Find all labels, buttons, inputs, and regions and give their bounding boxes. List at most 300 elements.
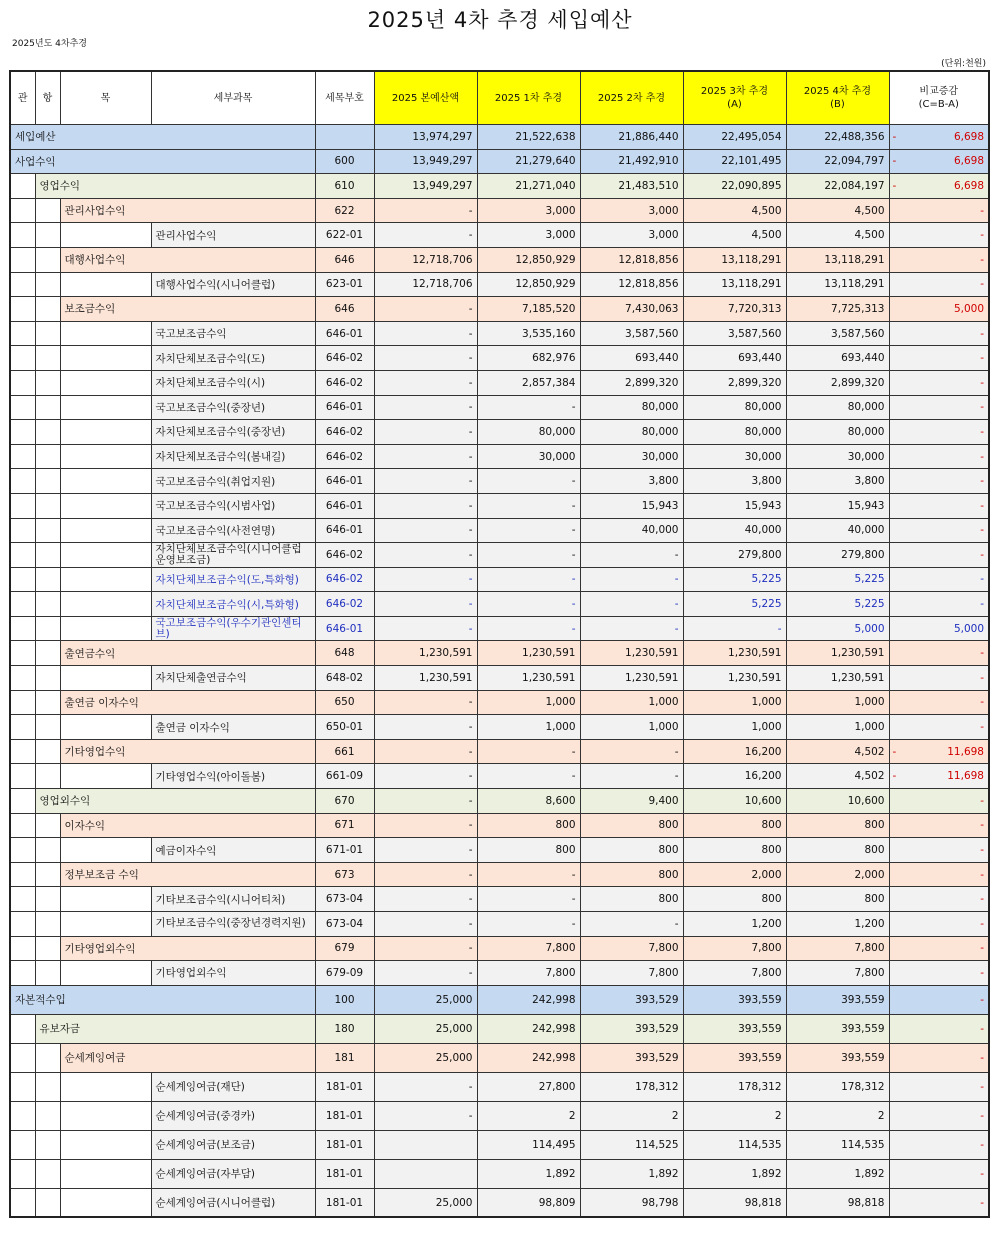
row-label: 국고보조금수익: [151, 321, 315, 346]
row-value: -: [374, 444, 477, 469]
indent-cell: [10, 838, 35, 863]
row-value: 7,800: [580, 961, 683, 986]
row-value: 242,998: [477, 1043, 580, 1072]
indent-cell: [10, 272, 35, 297]
row-value: [374, 1130, 477, 1159]
row-diff: [889, 272, 989, 297]
indent-cell: [60, 666, 151, 691]
row-value: 3,587,560: [580, 321, 683, 346]
row-value: 10,600: [786, 789, 889, 814]
row-label: 영업외수익: [35, 789, 315, 814]
row-value: 80,000: [683, 395, 786, 420]
row-value: 393,559: [786, 1043, 889, 1072]
row-code: 181: [315, 1043, 374, 1072]
indent-cell: [60, 715, 151, 740]
row-value: 7,725,313: [786, 297, 889, 322]
row-value: 7,800: [786, 961, 889, 986]
row-code: 673: [315, 862, 374, 887]
row-code: [315, 125, 374, 150]
row-value: 40,000: [786, 518, 889, 543]
table-body: [10, 125, 989, 1218]
row-value: 114,535: [683, 1130, 786, 1159]
row-diff: [889, 223, 989, 248]
indent-cell: [10, 346, 35, 371]
indent-cell: [35, 764, 60, 789]
row-value: -: [374, 370, 477, 395]
diff-value: -: [980, 598, 984, 611]
indent-cell: [10, 1159, 35, 1188]
row-diff: [889, 543, 989, 568]
table-row: [10, 346, 989, 371]
row-value: -: [374, 838, 477, 863]
row-label: 보조금수익: [60, 297, 315, 322]
row-value: -: [477, 543, 580, 568]
row-value: 1,000: [477, 715, 580, 740]
row-value: 12,850,929: [477, 272, 580, 297]
indent-cell: [35, 420, 60, 445]
row-code: 646-01: [315, 395, 374, 420]
table-row: [10, 125, 989, 150]
negative-sign: -: [892, 770, 897, 783]
row-value: -: [477, 616, 580, 641]
row-code: 646-02: [315, 346, 374, 371]
row-value: 21,279,640: [477, 149, 580, 174]
row-diff: [889, 567, 989, 592]
row-value: -: [477, 912, 580, 937]
row-value: -: [374, 887, 477, 912]
indent-cell: [35, 1188, 60, 1217]
row-code: 622-01: [315, 223, 374, 248]
row-label: 국고보조금수익(취업지원): [151, 469, 315, 494]
row-label: 세입예산: [10, 125, 315, 150]
table-row: [10, 247, 989, 272]
header-budget-2nd: 2025 2차 추경: [580, 71, 683, 125]
row-label: 자치단체보조금수익(도,특화형): [151, 567, 315, 592]
row-value: 1,230,591: [683, 666, 786, 691]
row-value: 2: [477, 1101, 580, 1130]
row-value: 1,230,591: [374, 666, 477, 691]
header-gwan: 관: [10, 71, 35, 125]
row-value: 693,440: [786, 346, 889, 371]
row-code: 646: [315, 297, 374, 322]
indent-cell: [60, 272, 151, 297]
diff-value: -: [980, 942, 984, 955]
diff-value: 6,698: [953, 179, 984, 192]
row-code: 648-02: [315, 666, 374, 691]
diff-value: 6,698: [953, 155, 984, 168]
row-diff: [889, 346, 989, 371]
row-value: 21,886,440: [580, 125, 683, 150]
row-diff: [889, 370, 989, 395]
row-value: 1,230,591: [580, 666, 683, 691]
indent-cell: [35, 961, 60, 986]
row-label: 순세계잉여금: [60, 1043, 315, 1072]
row-value: 15,943: [786, 493, 889, 518]
row-label: 자치단체보조금수익(중장년): [151, 420, 315, 445]
row-code: 646: [315, 247, 374, 272]
row-value: 1,200: [786, 912, 889, 937]
row-code: 661: [315, 739, 374, 764]
row-value: 114,495: [477, 1130, 580, 1159]
row-value: 80,000: [477, 420, 580, 445]
row-value: 1,892: [580, 1159, 683, 1188]
row-diff: [889, 518, 989, 543]
row-value: -: [374, 912, 477, 937]
row-label: 관리사업수익: [60, 198, 315, 223]
row-code: 646-02: [315, 592, 374, 617]
row-value: 1,230,591: [580, 641, 683, 666]
row-value: 22,488,356: [786, 125, 889, 150]
indent-cell: [10, 469, 35, 494]
row-value: 7,800: [683, 961, 786, 986]
row-value: 2,000: [683, 862, 786, 887]
header-budget-1st: 2025 1차 추경: [477, 71, 580, 125]
row-diff: [889, 592, 989, 617]
row-value: 1,000: [786, 715, 889, 740]
indent-cell: [35, 370, 60, 395]
row-diff: [889, 1159, 989, 1188]
row-value: -: [477, 395, 580, 420]
row-value: 10,600: [683, 789, 786, 814]
row-value: 21,522,638: [477, 125, 580, 150]
row-value: 7,800: [683, 936, 786, 961]
row-value: 3,000: [477, 223, 580, 248]
indent-cell: [35, 567, 60, 592]
row-value: 1,000: [683, 690, 786, 715]
row-value: 5,225: [683, 567, 786, 592]
row-label: 국고보조금수익(중장년): [151, 395, 315, 420]
row-label: 자치단체보조금수익(도): [151, 346, 315, 371]
indent-cell: [10, 297, 35, 322]
row-value: 693,440: [683, 346, 786, 371]
table-row: [10, 272, 989, 297]
row-value: 4,500: [683, 223, 786, 248]
row-value: 98,809: [477, 1188, 580, 1217]
indent-cell: [60, 518, 151, 543]
row-value: 800: [580, 838, 683, 863]
row-code: 671: [315, 813, 374, 838]
indent-cell: [60, 567, 151, 592]
row-label: 출연금 이자수익: [60, 690, 315, 715]
row-value: -: [374, 862, 477, 887]
indent-cell: [10, 887, 35, 912]
indent-cell: [10, 862, 35, 887]
indent-cell: [10, 764, 35, 789]
indent-cell: [60, 616, 151, 641]
row-value: 1,230,591: [786, 666, 889, 691]
row-label: 순세계잉여금(자부담): [151, 1159, 315, 1188]
indent-cell: [10, 420, 35, 445]
row-diff: [889, 789, 989, 814]
indent-cell: [10, 715, 35, 740]
indent-cell: [35, 297, 60, 322]
row-value: 21,271,040: [477, 174, 580, 199]
row-code: 646-02: [315, 444, 374, 469]
indent-cell: [35, 739, 60, 764]
indent-cell: [60, 444, 151, 469]
row-value: 178,312: [580, 1072, 683, 1101]
row-value: 1,000: [477, 690, 580, 715]
row-value: -: [683, 616, 786, 641]
row-diff: [889, 1188, 989, 1217]
negative-sign: -: [892, 155, 897, 168]
table-row: [10, 1014, 989, 1043]
row-diff: [889, 739, 989, 764]
row-value: 393,529: [580, 1043, 683, 1072]
row-diff: [889, 493, 989, 518]
row-diff: [889, 764, 989, 789]
row-value: -: [374, 739, 477, 764]
row-value: 1,230,591: [477, 641, 580, 666]
header-budget-3rd: 2025 3차 추경 (A): [683, 71, 786, 125]
row-value: 25,000: [374, 1043, 477, 1072]
row-value: -: [477, 592, 580, 617]
table-row: [10, 1101, 989, 1130]
indent-cell: [35, 272, 60, 297]
table-row: [10, 1188, 989, 1217]
row-label: 사업수익: [10, 149, 315, 174]
row-diff: [889, 936, 989, 961]
indent-cell: [60, 961, 151, 986]
diff-value: -: [980, 401, 984, 414]
row-label: 영업수익: [35, 174, 315, 199]
row-value: 4,502: [786, 739, 889, 764]
indent-cell: [60, 469, 151, 494]
row-value: 12,818,856: [580, 247, 683, 272]
budget-table: [9, 70, 990, 1218]
header-budget-4th: 2025 4차 추경 (B): [786, 71, 889, 125]
indent-cell: [60, 1072, 151, 1101]
row-value: 13,118,291: [786, 247, 889, 272]
table-row: [10, 715, 989, 740]
row-value: [374, 1159, 477, 1188]
indent-cell: [35, 912, 60, 937]
indent-cell: [10, 936, 35, 961]
row-label: 기타영업수익: [60, 739, 315, 764]
row-value: 22,090,895: [683, 174, 786, 199]
row-value: 21,483,510: [580, 174, 683, 199]
row-value: 25,000: [374, 1014, 477, 1043]
table-row: [10, 961, 989, 986]
row-code: 673-04: [315, 887, 374, 912]
indent-cell: [60, 1101, 151, 1130]
indent-cell: [60, 543, 151, 568]
diff-value: -: [980, 376, 984, 389]
row-value: 98,818: [683, 1188, 786, 1217]
indent-cell: [10, 1043, 35, 1072]
table-row: [10, 813, 989, 838]
indent-cell: [60, 321, 151, 346]
row-value: -: [374, 592, 477, 617]
row-value: 5,225: [786, 592, 889, 617]
row-code: 181-01: [315, 1130, 374, 1159]
row-value: 2: [683, 1101, 786, 1130]
indent-cell: [10, 321, 35, 346]
row-value: -: [477, 518, 580, 543]
indent-cell: [60, 223, 151, 248]
row-value: 682,976: [477, 346, 580, 371]
row-diff: [889, 912, 989, 937]
indent-cell: [60, 493, 151, 518]
row-diff: [889, 321, 989, 346]
table-row: [10, 838, 989, 863]
indent-cell: [35, 247, 60, 272]
row-value: 3,000: [580, 223, 683, 248]
row-code: 646-01: [315, 321, 374, 346]
indent-cell: [35, 666, 60, 691]
table-row: [10, 518, 989, 543]
diff-value: -: [980, 671, 984, 684]
diff-value: -: [980, 1196, 984, 1209]
row-code: 646-01: [315, 469, 374, 494]
row-value: 800: [580, 862, 683, 887]
indent-cell: [35, 616, 60, 641]
row-value: -: [374, 198, 477, 223]
row-value: 2,000: [786, 862, 889, 887]
row-value: -: [374, 1101, 477, 1130]
indent-cell: [10, 395, 35, 420]
indent-cell: [60, 1159, 151, 1188]
indent-cell: [10, 1072, 35, 1101]
row-value: 13,949,297: [374, 149, 477, 174]
table-row: [10, 223, 989, 248]
row-value: 800: [477, 813, 580, 838]
indent-cell: [35, 1072, 60, 1101]
row-value: -: [374, 764, 477, 789]
header-budget-original: 2025 본예산액: [374, 71, 477, 125]
table-row: [10, 592, 989, 617]
row-value: 393,529: [580, 985, 683, 1014]
indent-cell: [10, 1014, 35, 1043]
row-value: 5,225: [683, 592, 786, 617]
row-code: 181-01: [315, 1159, 374, 1188]
diff-value: -: [980, 352, 984, 365]
indent-cell: [10, 1101, 35, 1130]
row-value: -: [374, 715, 477, 740]
diff-value: -: [980, 696, 984, 709]
indent-cell: [35, 469, 60, 494]
table-row: [10, 1159, 989, 1188]
row-code: 180: [315, 1014, 374, 1043]
row-label: 순세계잉여금(보조금): [151, 1130, 315, 1159]
negative-sign: -: [892, 745, 897, 758]
row-code: 673-04: [315, 912, 374, 937]
table-row: [10, 739, 989, 764]
row-value: -: [374, 936, 477, 961]
row-value: 114,525: [580, 1130, 683, 1159]
row-value: 21,492,910: [580, 149, 683, 174]
row-diff: [889, 125, 989, 150]
row-value: -: [580, 592, 683, 617]
row-code: 600: [315, 149, 374, 174]
row-label: 예금이자수익: [151, 838, 315, 863]
row-value: 1,000: [580, 690, 683, 715]
diff-value: -: [980, 868, 984, 881]
row-value: 40,000: [580, 518, 683, 543]
diff-value: -: [980, 229, 984, 242]
row-code: 670: [315, 789, 374, 814]
row-value: 2,899,320: [683, 370, 786, 395]
row-value: 3,535,160: [477, 321, 580, 346]
indent-cell: [60, 912, 151, 937]
row-diff: [889, 690, 989, 715]
table-row: [10, 198, 989, 223]
row-label: 순세계잉여금(중경카): [151, 1101, 315, 1130]
row-value: 4,500: [786, 198, 889, 223]
indent-cell: [10, 543, 35, 568]
row-value: 393,559: [683, 1043, 786, 1072]
row-code: 650: [315, 690, 374, 715]
diff-value: -: [980, 721, 984, 734]
indent-cell: [60, 764, 151, 789]
row-label: 자치단체보조금수익(시,특화형): [151, 592, 315, 617]
diff-value: -: [980, 1051, 984, 1064]
indent-cell: [35, 641, 60, 666]
row-value: 80,000: [786, 420, 889, 445]
row-value: 1,892: [786, 1159, 889, 1188]
row-value: 800: [683, 838, 786, 863]
row-value: -: [580, 739, 683, 764]
row-label: 기타영업수익(아이돌봄): [151, 764, 315, 789]
diff-value: -: [980, 1138, 984, 1151]
row-value: -: [477, 739, 580, 764]
row-value: 5,000: [786, 616, 889, 641]
indent-cell: [35, 715, 60, 740]
row-value: -: [374, 420, 477, 445]
table-row: [10, 444, 989, 469]
unit-label: (단위:천원): [941, 59, 986, 69]
table-row: [10, 985, 989, 1014]
row-value: -: [374, 493, 477, 518]
diff-value: 5,000: [953, 622, 984, 635]
row-value: 22,084,197: [786, 174, 889, 199]
row-code: 181-01: [315, 1072, 374, 1101]
row-label: 관리사업수익: [151, 223, 315, 248]
indent-cell: [10, 1188, 35, 1217]
row-label: 기타보조금수익(시니어티처): [151, 887, 315, 912]
row-diff: [889, 444, 989, 469]
row-label: 기타영업외수익: [60, 936, 315, 961]
row-value: 800: [580, 887, 683, 912]
row-label: 기타보조금수익(중장년경력지원): [151, 912, 315, 937]
row-value: 800: [786, 838, 889, 863]
row-diff: [889, 1101, 989, 1130]
indent-cell: [60, 346, 151, 371]
indent-cell: [10, 247, 35, 272]
indent-cell: [35, 887, 60, 912]
row-value: 25,000: [374, 1188, 477, 1217]
row-value: 7,720,313: [683, 297, 786, 322]
table-row: [10, 395, 989, 420]
row-value: -: [374, 690, 477, 715]
row-value: -: [374, 1072, 477, 1101]
row-value: 1,000: [580, 715, 683, 740]
row-diff: [889, 1014, 989, 1043]
page-title: 2025년 4차 추경 세입예산: [367, 8, 633, 32]
table-row: [10, 1072, 989, 1101]
row-value: 7,800: [477, 936, 580, 961]
diff-value: -: [980, 966, 984, 979]
document-subtitle: 2025년도 4차추경: [12, 39, 87, 49]
row-diff: [889, 297, 989, 322]
row-value: 16,200: [683, 764, 786, 789]
table-row: [10, 493, 989, 518]
diff-value: -: [980, 844, 984, 857]
indent-cell: [10, 739, 35, 764]
row-value: 178,312: [683, 1072, 786, 1101]
row-value: 393,559: [683, 1014, 786, 1043]
row-value: -: [580, 912, 683, 937]
